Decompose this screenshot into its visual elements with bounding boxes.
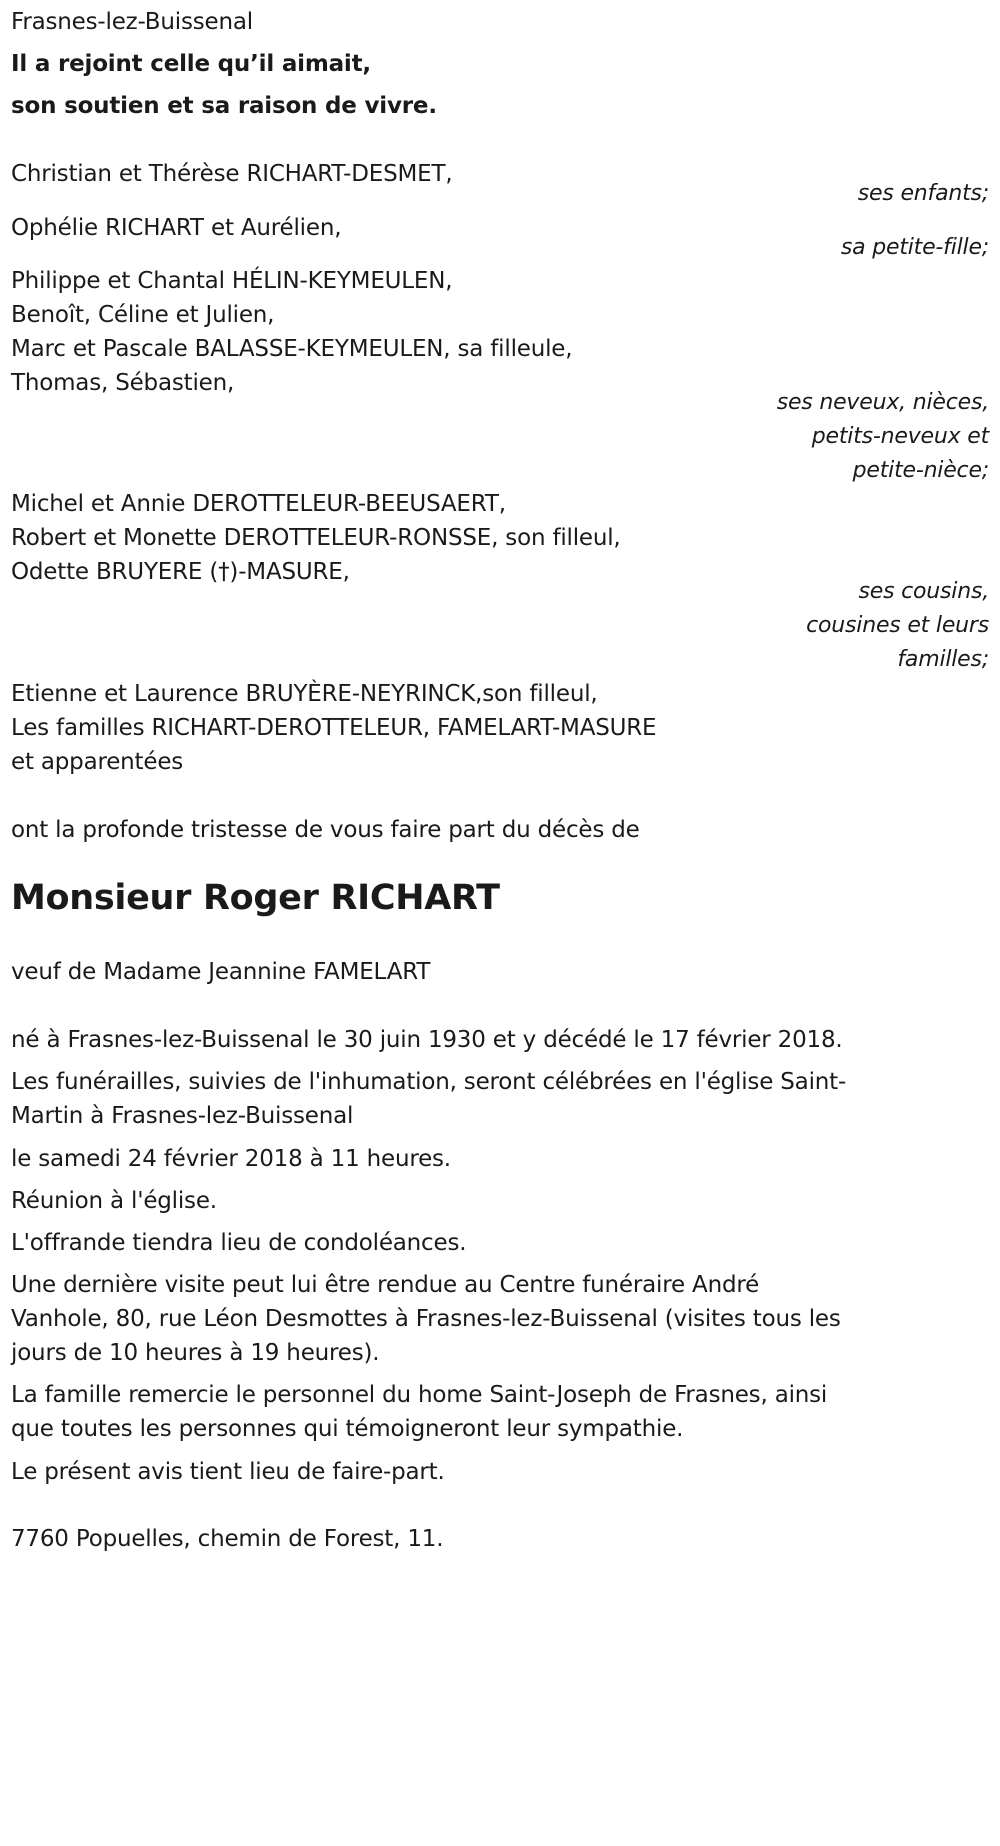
nephews-line-2: Benoît, Céline et Julien, <box>11 302 275 328</box>
cousins-role-line-2: cousines et leurs <box>806 613 989 638</box>
nephews-role-line-3: petite-nièce; <box>852 458 989 483</box>
nephews-line-4: Thomas, Sébastien, <box>11 370 235 396</box>
visit-line-1: Une dernière visite peut lui être rendue au Centre funéraire André <box>11 1272 760 1298</box>
cousins-line-1: Michel et Annie DEROTTELEUR-BEEUSAERT, <box>11 491 506 517</box>
announcement-intro: ont la profonde tristesse de vous faire part du décès de <box>11 817 640 843</box>
thanks-line-1: La famille remercie le personnel du home Saint-Joseph de Frasnes, ainsi <box>11 1382 828 1408</box>
meeting-line: Réunion à l'église. <box>11 1188 217 1214</box>
others-line-2: Les familles RICHART-DEROTTELEUR, FAMELART-MASURE <box>11 715 657 741</box>
nephews-line-1: Philippe et Chantal HÉLIN-KEYMEULEN, <box>11 268 453 294</box>
granddaughter-line: Ophélie RICHART et Aurélien, <box>11 215 342 241</box>
funeral-line-2: Martin à Frasnes-lez-Buissenal <box>11 1103 354 1129</box>
cousins-line-2: Robert et Monette DEROTTELEUR-RONSSE, son filleul, <box>11 525 621 551</box>
children-line: Christian et Thérèse RICHART-DESMET, <box>11 161 453 187</box>
nephews-role-line-2: petits-neveux et <box>811 424 989 449</box>
widower-of: veuf de Madame Jeannine FAMELART <box>11 959 431 985</box>
tribute-line-1: Il a rejoint celle qu’il aimait, <box>11 51 371 77</box>
location-heading: Frasnes-lez-Buissenal <box>11 9 253 35</box>
others-line-1: Etienne et Laurence BRUYÈRE-NEYRINCK,son filleul, <box>11 681 598 707</box>
cousins-line-3: Odette BRUYERE (†)-MASURE, <box>11 559 350 585</box>
visit-line-3: jours de 10 heures à 19 heures). <box>11 1340 380 1366</box>
notice-line: Le présent avis tient lieu de faire-part. <box>11 1459 445 1485</box>
thanks-line-2: que toutes les personnes qui témoigneront leur sympathie. <box>11 1416 684 1442</box>
granddaughter-role: sa petite-fille; <box>840 235 989 260</box>
funeral-date: le samedi 24 février 2018 à 11 heures. <box>11 1146 451 1172</box>
others-line-3: et apparentées <box>11 749 184 775</box>
cousins-role-line-1: ses cousins, <box>858 579 989 604</box>
birth-death-line: né à Frasnes-lez-Buissenal le 30 juin 1930 et y décédé le 17 février 2018. <box>11 1027 843 1053</box>
children-role: ses enfants; <box>857 181 989 206</box>
visit-line-2: Vanhole, 80, rue Léon Desmottes à Frasnes-lez-Buissenal (visites tous les <box>11 1306 841 1332</box>
family-address: 7760 Popuelles, chemin de Forest, 11. <box>11 1526 444 1552</box>
cousins-role-line-3: familles; <box>897 647 989 672</box>
offering-line: L'offrande tiendra lieu de condoléances. <box>11 1230 467 1256</box>
tribute-line-2: son soutien et sa raison de vivre. <box>11 93 437 119</box>
nephews-line-3: Marc et Pascale BALASSE-KEYMEULEN, sa filleule, <box>11 336 573 362</box>
deceased-name: Monsieur Roger RICHART <box>11 878 500 918</box>
nephews-role-line-1: ses neveux, nièces, <box>776 390 989 415</box>
funeral-line-1: Les funérailles, suivies de l'inhumation, seront célébrées en l'église Saint- <box>11 1069 847 1095</box>
